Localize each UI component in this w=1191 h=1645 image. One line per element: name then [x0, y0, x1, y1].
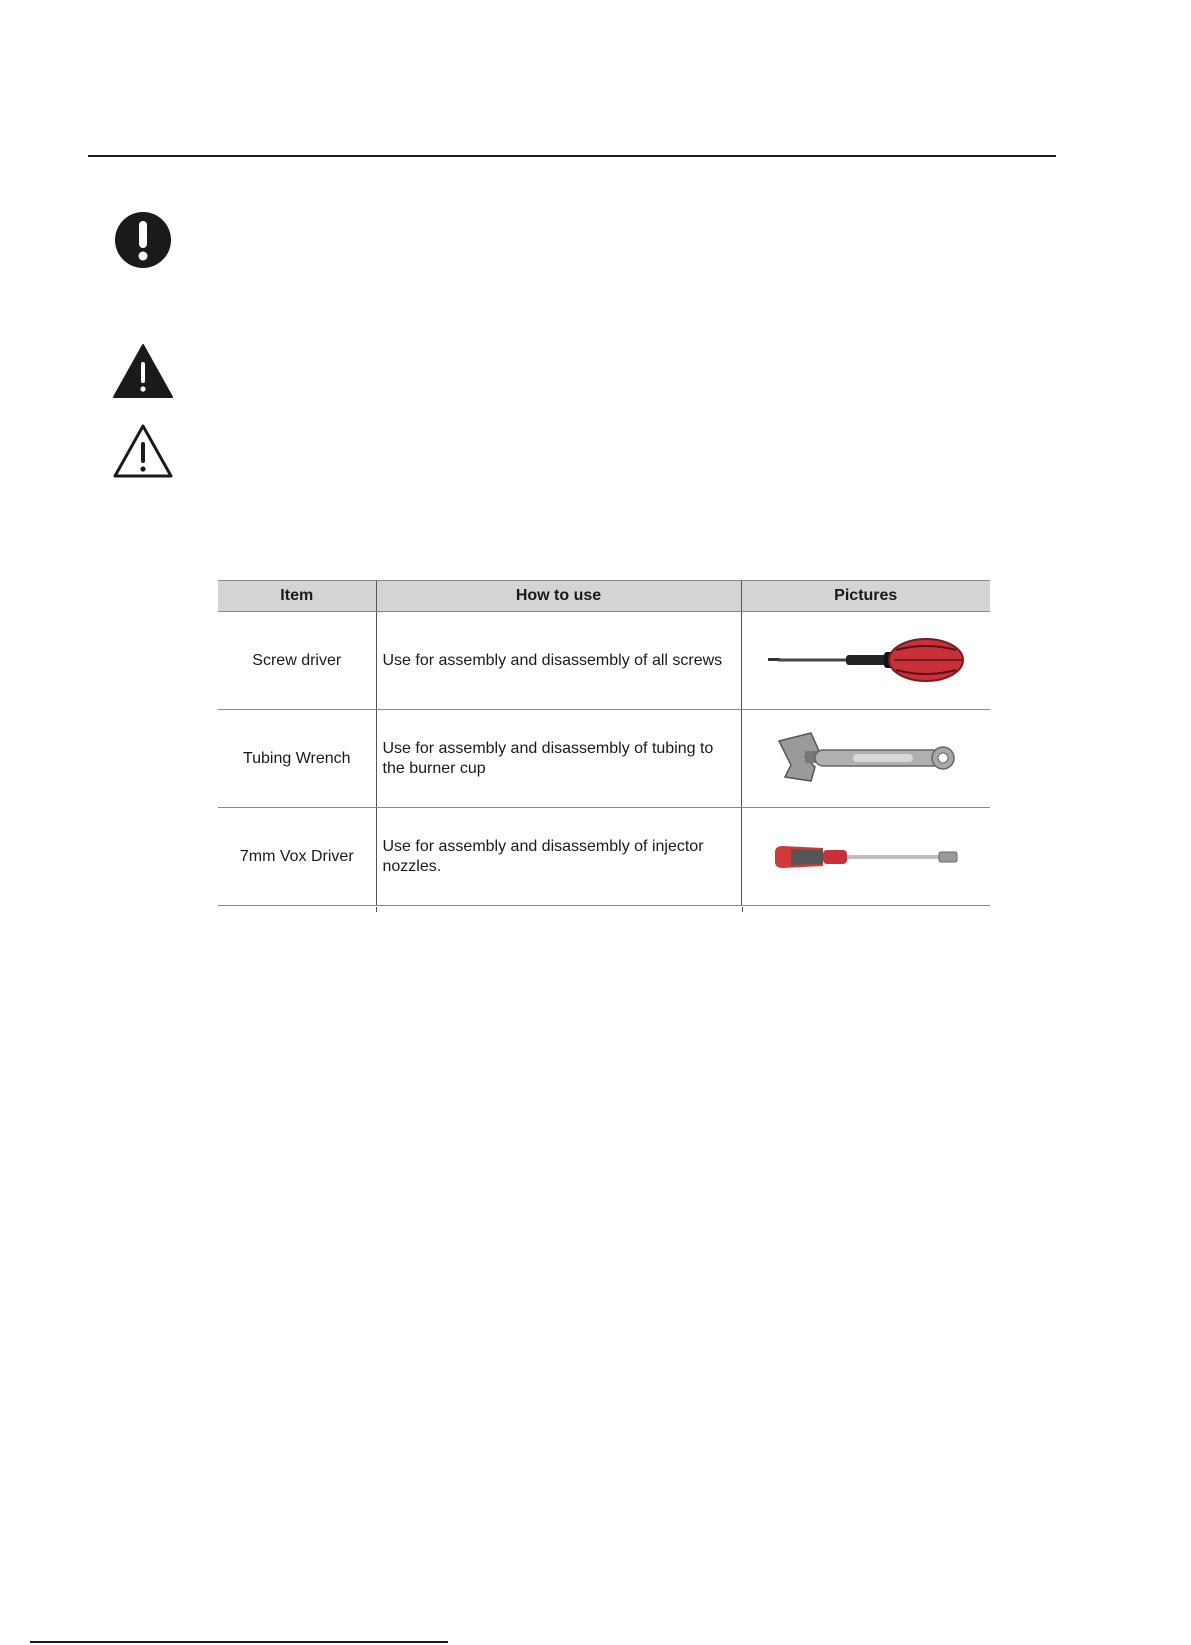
item-cell: Tubing Wrench — [218, 710, 376, 808]
picture-cell — [741, 612, 990, 710]
mandatory-action-icon — [114, 211, 172, 269]
item-cell: 7mm Vox Driver — [218, 808, 376, 906]
footer-rule — [30, 1641, 448, 1643]
how-to-use-cell: Use for assembly and disassembly of tubing to the burner cup — [376, 710, 741, 808]
screwdriver-picture — [766, 638, 966, 684]
table-header-row — [218, 581, 990, 612]
how-to-use-cell: Use for assembly and disassembly of injector nozzles. — [376, 808, 741, 906]
tools-table — [218, 580, 990, 906]
table-divider-tail — [376, 907, 377, 912]
table-divider-tail — [742, 907, 743, 912]
picture-cell — [741, 710, 990, 808]
table-row — [218, 710, 990, 808]
table-row — [218, 612, 990, 710]
item-cell: Screw driver — [218, 612, 376, 710]
warning-icon — [112, 343, 174, 399]
column-header-pictures: Pictures — [741, 581, 990, 612]
nut-driver-picture — [771, 840, 961, 874]
how-to-use-cell: Use for assembly and disassembly of all screws — [376, 612, 741, 710]
adjustable-wrench-picture — [771, 729, 961, 789]
column-header-how-to-use: How to use — [376, 581, 741, 612]
header-rule — [88, 155, 1056, 157]
caution-icon — [112, 423, 174, 479]
table-row — [218, 808, 990, 906]
column-header-item: Item — [218, 581, 376, 612]
picture-cell — [741, 808, 990, 906]
